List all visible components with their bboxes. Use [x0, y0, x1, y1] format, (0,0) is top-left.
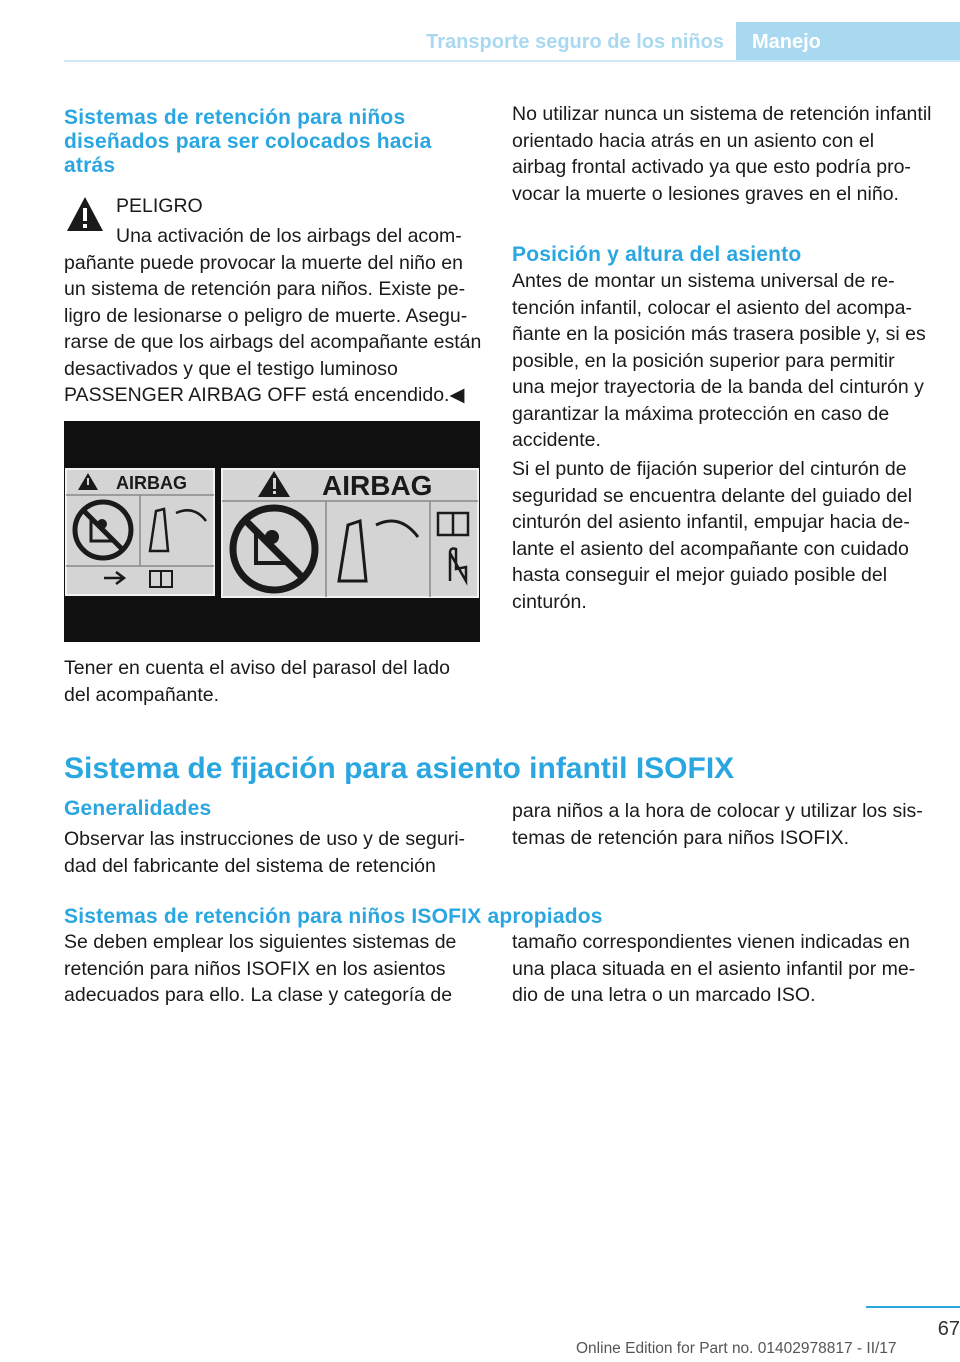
header-divider: [64, 60, 960, 62]
warning-text: Una activación de los airbags del acompañante puede provocar la muerte del niño en un sistema de retención para niños. Existe peligro de lesionarse o peligro de muerte. Asegurarse de que los airbags del acompañante están desactivados y que el testigo luminoso PASSENGER AIRBAG OFF está encendido.◀: [64, 225, 482, 406]
general-heading: Generalidades: [64, 797, 212, 820]
isofix-suitable-heading: Sistemas de retención para niños ISOFIX apropiados: [64, 905, 603, 928]
large-airbag-text: AIRBAG: [322, 470, 433, 501]
isofix-title: Sistema de fijación para asiento infantil ISOFIX: [64, 752, 735, 785]
seat-position-heading: Posición y altura del asiento: [512, 243, 802, 266]
general-paragraph-left: Observar las instrucciones de uso y de seguridad del fabricante del sistema de retención: [64, 828, 466, 877]
photo-caption: Tener en cuenta el aviso del parasol del lado del acompañante.: [64, 657, 450, 706]
footer-divider: [866, 1306, 960, 1308]
general-paragraph-right: para niños a la hora de colocar y utilizar los sistemas de retención para niños ISOFIX.: [512, 800, 923, 849]
isofix-suitable-paragraph-right: tamaño correspondientes vienen indicadas en una placa situada en el asiento infantil por medio de una letra o un marcado ISO.: [512, 931, 916, 1006]
edition-note: Online Edition for Part no. 01402978817 - II/17: [576, 1340, 897, 1357]
rear-facing-warning-paragraph: No utilizar nunca un sistema de retención infantil orientado hacia atrás en un asiento con el airbag frontal activado ya que esto podría provocar la muerte o lesiones graves en el niño.: [512, 103, 932, 205]
running-header-section: Transporte seguro de los niños: [426, 31, 724, 53]
chapter-tab: Manejo: [736, 22, 960, 62]
seat-position-paragraph-1: Antes de montar un sistema universal de retención infantil, colocar el asiento del acompañante en la posición más trasera posible y, si es posible, en la posición superior para permitir una mejor trayectoria de la banda del cinturón y garantizar la máxima protección en caso de accidente.: [512, 270, 926, 451]
small-airbag-text: AIRBAG: [116, 473, 187, 493]
page-number: 67: [937, 1318, 960, 1340]
warning-label: PELIGRO: [116, 195, 203, 217]
seat-position-paragraph-2: Si el punto de fijación superior del cinturón de seguridad se encuentra delante del guiado del cinturón del asiento infantil, empujar hacia delante el asiento del acompañante con cuidado hasta conseguir el mejor guiado posible del cinturón.: [512, 458, 913, 613]
airbag-warning-photo: [64, 421, 480, 642]
isofix-suitable-paragraph-left: Se deben emplear los siguientes sistemas de retención para niños ISOFIX en los asientos adecuados para ello. La clase y categoría de: [64, 931, 457, 1006]
rear-facing-heading: Sistemas de retención para niños diseñados para ser colocados hacia atrás: [64, 106, 432, 177]
